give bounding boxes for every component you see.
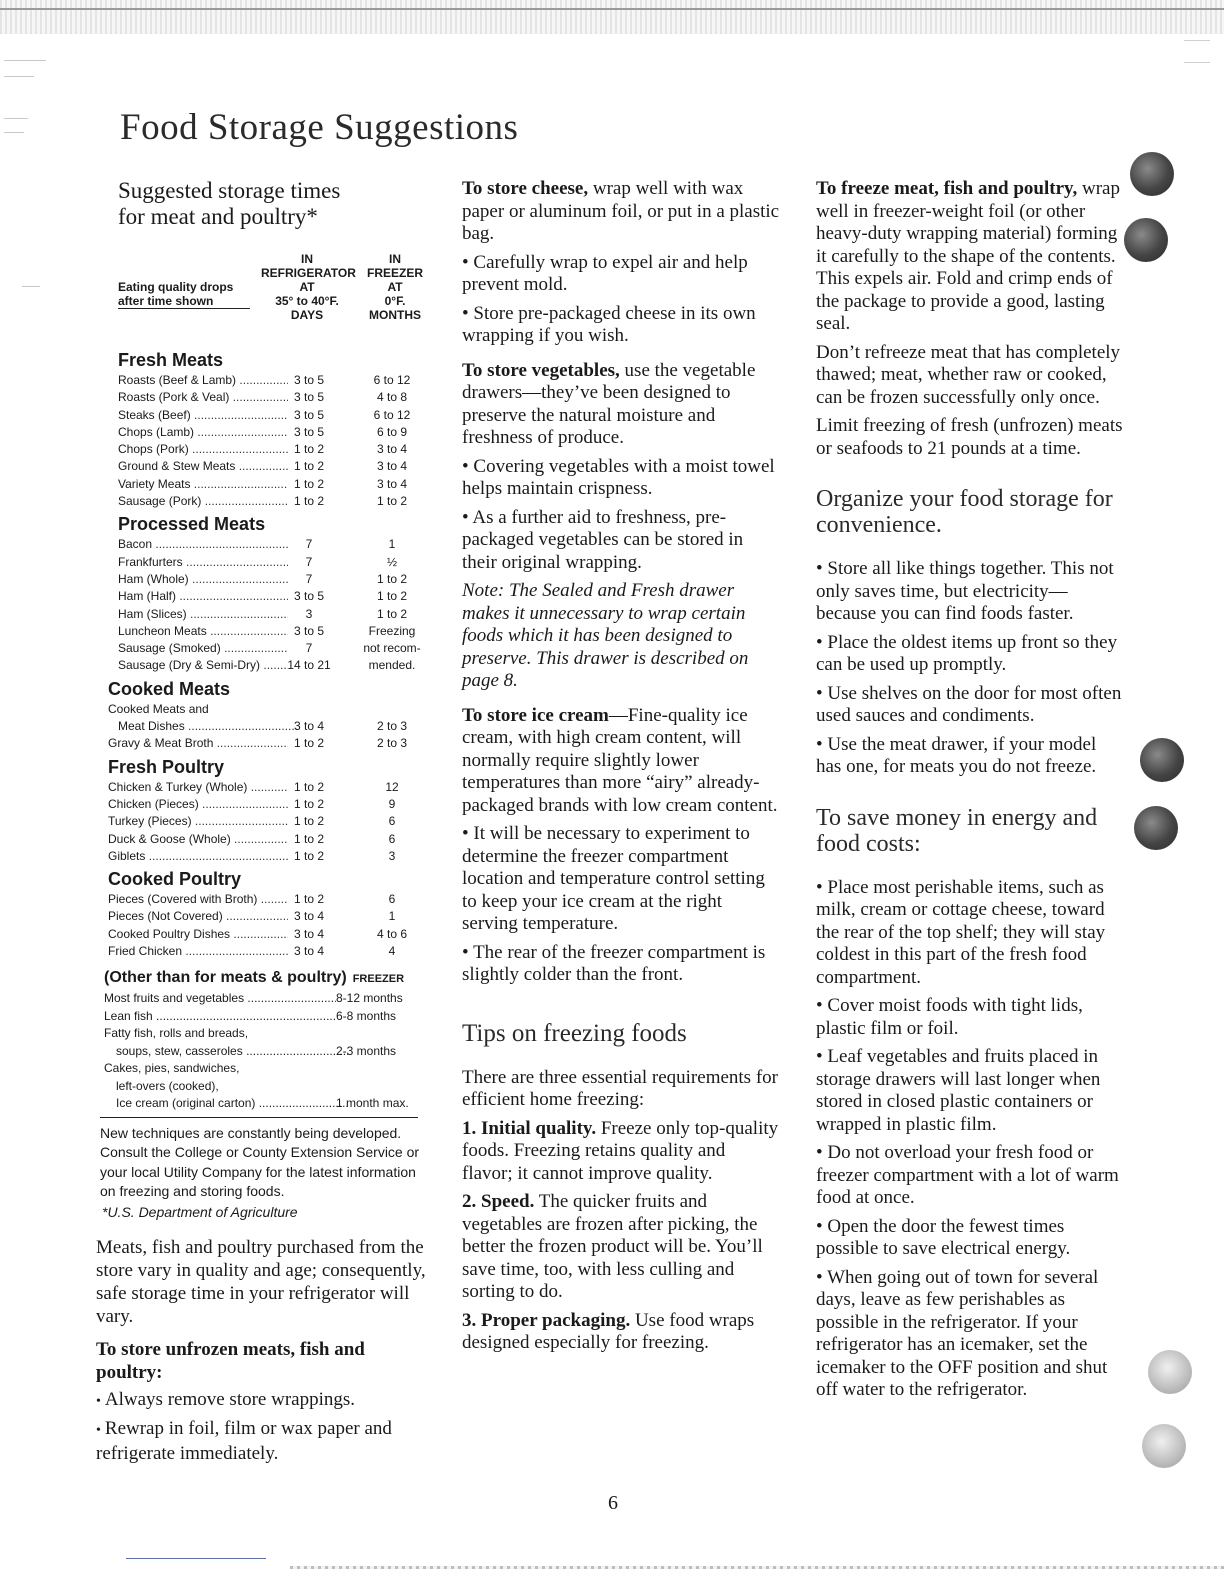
food-item: Sausage (Pork) ..... [118, 493, 288, 510]
tip-number: 2. [462, 1191, 477, 1212]
table-row [96, 640, 430, 657]
header-line: IN [389, 252, 401, 266]
tip-text: Use food wraps designed especially for freezing. [462, 1309, 755, 1353]
list-item [816, 995, 1126, 1040]
table-row [96, 1043, 430, 1061]
freezing-and-saving-column [816, 178, 1126, 1408]
food-item: Roasts (Beef & Lamb) ..... [118, 372, 288, 389]
food-item: Frankfurters ..... [118, 554, 288, 571]
refrigerator-days: 3 to 5 [293, 424, 325, 439]
bullet-icon: • [462, 941, 469, 963]
list-item-text: Covering vegetables with a moist towel helps maintain crispness. [462, 455, 775, 499]
table-row [96, 926, 430, 943]
freezer-months: not recom- [363, 641, 421, 656]
table-row [96, 623, 430, 640]
food-item: Lean fish ..... [104, 1008, 336, 1026]
list-item [462, 456, 780, 501]
category-heading: Processed Meats [118, 514, 266, 535]
food-item: Ham (Slices) ..... [118, 606, 288, 623]
food-item: Chops (Lamb) ..... [118, 424, 288, 441]
list-item [96, 1388, 430, 1413]
list-item [816, 1142, 1126, 1210]
chart-heading-line: Suggested storage times [118, 178, 341, 203]
bullet-icon: • [96, 1393, 101, 1409]
category-heading: Cooked Poultry [108, 869, 242, 890]
list-item [816, 734, 1126, 779]
category-rows [96, 891, 430, 960]
save-money-list [816, 877, 1126, 1402]
list-item-text: Use shelves on the door for most often used sauces and condiments. [816, 682, 1122, 726]
refrigerator-days: 1 to 2 [293, 494, 325, 509]
category-heading: Fresh Meats [118, 350, 224, 370]
tip-proper-packaging [462, 1310, 780, 1355]
food-item: Fatty fish, rolls and breads, [104, 1026, 249, 1041]
food-item: Cooked Meats and [108, 701, 209, 716]
food-item: Meat Dishes ..... [108, 718, 298, 735]
table-row [96, 476, 430, 493]
bullet-icon: • [462, 302, 469, 324]
tip-number: 3. [462, 1309, 477, 1331]
freezer-column-header [364, 252, 426, 322]
bullet-icon: • [816, 995, 823, 1016]
food-item: Steaks (Beef) ..... [118, 407, 288, 424]
refrigerator-days: 3 to 4 [293, 719, 325, 734]
food-item: Luncheon Meats ..... [118, 623, 288, 640]
freezer-time: 2-3 months [336, 1043, 397, 1058]
table-row [96, 701, 430, 718]
cheese-text: wrap well with wax paper or aluminum foil, or put in a plastic bag. [462, 178, 780, 244]
list-item-text: Use the meat drawer, if your model has one, for meats you do not freeze. [816, 733, 1097, 777]
bullet-icon: • [816, 682, 823, 704]
organize-heading: Organize your food storage for convenience. [816, 486, 1113, 538]
bullet-icon: • [816, 558, 823, 579]
punch-hole-icon [1148, 1350, 1192, 1394]
category-rows [96, 779, 430, 865]
quality-note-line: Eating quality drops [118, 280, 234, 294]
freeze-meat-text: wrap well in freezer-weight foil (or other heavy-duty wrapping material) forming it carefully to the shape of the contents. This expels air. Fold and crimp ends of the package to provide a good, lasting seal. [816, 178, 1120, 334]
list-item-text: It will be necessary to experiment to determine the freezer compartment location and temperature control setting to keep your ice cream at the right serving temperature. [462, 823, 765, 934]
header-line: AT [387, 280, 403, 294]
food-item: Bacon ..... [118, 536, 288, 553]
freezer-months: 2 to 3 [376, 719, 408, 734]
freezer-months: Freezing [368, 623, 416, 638]
bullet-icon: • [816, 631, 823, 653]
table-row [96, 493, 430, 510]
chart-column-headers [96, 252, 430, 346]
refrigerator-days: 7 [305, 641, 313, 656]
organize-list [816, 558, 1126, 779]
food-item: Variety Meats ..... [118, 476, 288, 493]
storage-chart-column [96, 178, 430, 1469]
freezer-months: 9 [388, 796, 396, 811]
table-row [96, 571, 430, 588]
food-item: Chops (Pork) ..... [118, 441, 288, 458]
category-rows [96, 372, 430, 510]
header-line: MONTHS [369, 308, 421, 322]
refrigerator-days: 3 to 5 [293, 390, 325, 405]
freezer-months: 1 [388, 537, 396, 552]
freezer-months: 6 [388, 814, 396, 829]
freezer-time: 8-12 months [336, 991, 403, 1006]
list-item [462, 942, 780, 987]
other-foods-freezer-label: FREEZER [352, 973, 405, 986]
ice-cream-text: —Fine-quality ice cream, with high cream content, will normally require slightly lower temperatures than more “airy” already-packaged brands with low cream content. [462, 704, 778, 816]
table-row [96, 441, 430, 458]
freezer-months: 6 to 9 [376, 424, 408, 439]
header-line: 35° to 40°F. [275, 294, 339, 308]
bullet-icon: • [816, 733, 823, 755]
food-item: soups, stew, casseroles ..... [116, 1043, 348, 1061]
category-rows [96, 701, 430, 753]
food-item: Ham (Whole) ..... [118, 571, 288, 588]
refrigerator-days: 1 to 2 [293, 831, 325, 846]
bullet-icon: • [816, 1142, 823, 1163]
bullet-icon: • [96, 1422, 101, 1438]
table-row [96, 848, 430, 865]
table-row [96, 389, 430, 406]
page-title: Food Storage Suggestions [120, 107, 519, 148]
punch-hole-icon [1142, 1424, 1186, 1468]
vegetables-text: use the vegetable drawers—they’ve been designed to preserve the natural moisture and freshness of produce. [462, 359, 756, 448]
freeze-meat-lead: To freeze meat, fish and poultry, [816, 178, 1078, 199]
food-item: Chicken & Turkey (Whole) ..... [108, 779, 288, 796]
freezer-months: 6 to 12 [373, 407, 411, 422]
tips-intro: There are three essential requirements for efficient home freezing: [462, 1066, 778, 1110]
list-item-text: Rewrap in foil, film or wax paper and refrigerate immediately. [96, 1417, 392, 1464]
table-row [96, 657, 430, 674]
scan-mark [4, 76, 34, 77]
list-item-text: Place the oldest items up front so they can be used up promptly. [816, 631, 1118, 675]
refrigerator-days: 1 to 2 [293, 892, 325, 907]
food-item: Turkey (Pieces) ..... [108, 813, 288, 830]
list-item-text: Store all like things together. This not only saves time, but electricity—because you can find foods faster. [816, 558, 1114, 624]
food-item: Sausage (Dry & Semi-Dry) ..... [118, 657, 288, 674]
refrigerator-days: 1 to 2 [293, 459, 325, 474]
list-item [816, 558, 1126, 626]
list-item-text: Carefully wrap to expel air and help prevent mold. [462, 251, 748, 295]
vegetables-lead: To store vegetables, [462, 359, 620, 381]
refrigerator-column-header [261, 252, 356, 322]
food-item: Ground & Stew Meats ..... [118, 458, 288, 475]
divider [100, 1117, 418, 1118]
punch-hole-icon [1130, 152, 1174, 196]
table-row [96, 796, 430, 813]
quality-note [118, 280, 250, 309]
category-heading: Fresh Poultry [108, 756, 225, 777]
freezer-time: 6-8 months [336, 1008, 397, 1023]
freeze-meat-paragraph [816, 178, 1126, 336]
list-item [816, 1216, 1126, 1261]
header-line: DAYS [290, 308, 324, 322]
freezer-months: ½ [386, 554, 397, 569]
freezer-months: 6 [388, 831, 396, 846]
table-row [96, 606, 430, 623]
bullet-icon: • [462, 506, 469, 528]
bullet-icon: • [816, 1215, 823, 1237]
refrigerator-days: 7 [305, 554, 313, 569]
list-item [816, 877, 1126, 990]
quality-note-line: after time shown [118, 294, 250, 309]
food-item: Ham (Half) ..... [118, 588, 288, 605]
freezer-months: 1 to 2 [376, 571, 408, 586]
list-item-text: The rear of the freezer compartment is slightly colder than the front. [462, 941, 766, 985]
freezer-time: 1 month max. [336, 1096, 409, 1111]
other-foods-list [96, 990, 430, 1113]
cheese-lead: To store cheese, [462, 178, 589, 199]
table-row [96, 779, 430, 796]
refrigerator-days: 1 to 2 [293, 779, 325, 794]
table-row [96, 831, 430, 848]
scan-bottom-band [290, 1566, 1224, 1569]
punch-hole-icon [1140, 738, 1184, 782]
category-heading: Cooked Meats [108, 678, 231, 699]
refrigerator-days: 3 to 5 [293, 623, 325, 638]
bullet-icon: • [462, 455, 469, 477]
scan-mark [4, 60, 46, 61]
food-item: Fried Chicken ..... [108, 943, 288, 960]
ice-cream-lead: To store ice cream [462, 704, 609, 726]
refrigerator-days: 3 [305, 606, 313, 621]
scan-mark [4, 132, 24, 133]
category-rows [96, 536, 430, 674]
list-item [816, 1046, 1126, 1136]
bullet-icon: • [462, 251, 469, 273]
refrigerator-days: 3 to 5 [293, 589, 325, 604]
refrigerator-days: 14 to 21 [287, 658, 331, 673]
table-row [96, 943, 430, 960]
scan-mark [1184, 40, 1210, 41]
freezer-months: 1 to 2 [376, 589, 408, 604]
table-row [96, 1060, 430, 1078]
table-row [96, 1008, 430, 1026]
table-row [96, 372, 430, 389]
list-item [816, 632, 1126, 677]
table-row [96, 735, 430, 752]
freezer-months: 6 to 12 [373, 373, 411, 387]
list-item-text: As a further aid to freshness, pre-packaged vegetables can be stored in their original wrapping. [462, 506, 744, 573]
table-row [96, 536, 430, 553]
refrigerator-days: 1 to 2 [293, 796, 325, 811]
list-item-text: Store pre-packaged cheese in its own wrapping if you wish. [462, 302, 756, 346]
food-item: Cooked Poultry Dishes ..... [108, 926, 288, 943]
freezer-months: 4 [388, 944, 396, 959]
other-foods-heading [104, 966, 430, 990]
table-row [96, 990, 430, 1008]
food-item: Giblets ..... [108, 848, 288, 865]
punch-hole-icon [1124, 218, 1168, 262]
list-item [462, 252, 780, 297]
bullet-icon: • [816, 1046, 823, 1067]
list-item [462, 823, 780, 936]
storage-categories [96, 346, 430, 960]
tip-text: The quicker fruits and vegetables are frozen after picking, the better the frozen product will be. You’ll save time, too, with less culling and sorting to do. [462, 1191, 763, 1302]
freezer-months: 12 [385, 779, 399, 794]
list-item-text: Place most perishable items, such as milk, cream or cottage cheese, toward the rear of the top shelf; they will stay coldest in this part of the fresh food compartment. [816, 876, 1106, 988]
bullet-icon: • [816, 1266, 823, 1288]
storage-intro-paragraph: Meats, fish and poultry purchased from the store vary in quality and age; consequently, safe storage time in your refrigerator will vary. [96, 1236, 426, 1327]
table-row [96, 1095, 430, 1113]
freezer-months: 1 to 2 [376, 494, 408, 509]
freezer-months: 3 to 4 [376, 476, 408, 491]
list-item [462, 303, 780, 348]
list-item [96, 1417, 430, 1465]
table-row [96, 424, 430, 441]
refrigerator-days: 1 to 2 [293, 442, 325, 457]
tip-initial-quality [462, 1118, 780, 1186]
list-item [816, 1267, 1126, 1402]
tip-label: Proper packaging. [481, 1309, 631, 1331]
extension-service-note: New techniques are constantly being developed. Consult the College or County Extension Service or your local Utility Company for the latest information on freezing and storing foods. [100, 1124, 420, 1200]
other-foods-title: (Other than for meats & poultry) [104, 969, 347, 987]
tips-heading: Tips on freezing foods [462, 1019, 687, 1047]
unfrozen-meats-heading: To store unfrozen meats, fish and poultry: [96, 1338, 365, 1383]
storage-tips-column [462, 178, 780, 1361]
list-item-text: Leaf vegetables and fruits placed in storage drawers will last longer when stored in closed plastic containers or wrapped in plastic film. [816, 1046, 1101, 1135]
refrigerator-days: 7 [305, 537, 313, 552]
scan-mark [1184, 62, 1210, 63]
table-row [96, 1078, 430, 1096]
table-row [96, 908, 430, 925]
table-row [96, 813, 430, 830]
freezer-months: 4 to 6 [376, 926, 408, 941]
refrigerator-days: 3 to 5 [293, 407, 325, 422]
header-line: 0°F. [384, 294, 406, 308]
refrigerator-days: 3 to 4 [293, 944, 325, 959]
list-item-text: Do not overload your fresh food or freezer compartment with a lot of warm food at once. [816, 1142, 1119, 1208]
refrigerator-days: 7 [305, 571, 313, 586]
cheese-paragraph [462, 178, 780, 246]
vegetables-paragraph [462, 360, 780, 450]
bullet-icon: • [462, 823, 469, 844]
tip-number: 1. [462, 1117, 477, 1139]
list-item-text: Always remove store wrappings. [104, 1388, 356, 1410]
food-item: Duck & Goose (Whole) ..... [108, 831, 288, 848]
bullet-icon: • [816, 876, 823, 898]
list-item [816, 683, 1126, 728]
table-row [96, 554, 430, 571]
food-item: Cakes, pies, sandwiches, [104, 1061, 240, 1076]
header-line: IN [301, 252, 313, 266]
food-item: Ice cream (original carton) ..... [116, 1095, 348, 1113]
freezer-months: 3 to 4 [376, 442, 408, 457]
header-line: REFRIGERATOR [261, 266, 356, 280]
chart-heading [118, 178, 418, 230]
punch-hole-icon [1134, 806, 1178, 850]
food-item: Chicken (Pieces) ..... [108, 796, 288, 813]
table-row [96, 588, 430, 605]
table-row [96, 718, 430, 735]
food-item: Sausage (Smoked) ..... [118, 640, 288, 657]
food-item: Most fruits and vegetables ..... [104, 990, 336, 1008]
table-row [96, 1025, 430, 1043]
table-row [96, 891, 430, 908]
refrigerator-days: 1 to 2 [293, 848, 325, 863]
page-number: 6 [608, 1492, 618, 1514]
food-item: left-overs (cooked), [116, 1078, 219, 1093]
tip-label: Speed. [481, 1191, 535, 1212]
freezer-months: 3 to 4 [376, 459, 408, 474]
refrigerator-days: 3 to 5 [293, 373, 325, 387]
freezer-months: 2 to 3 [376, 736, 408, 751]
list-item-text: Cover moist foods with tight lids, plastic film or foil. [816, 995, 1083, 1039]
freezer-months: 1 [388, 909, 396, 924]
food-item: Pieces (Covered with Broth) ..... [108, 891, 288, 908]
scan-mark [22, 286, 40, 287]
tip-text: Freeze only top-quality foods. Freezing retains quality and flavor; it cannot improve quality. [462, 1117, 779, 1184]
freezer-months: 4 to 8 [376, 390, 408, 405]
save-money-heading: To save money in energy and food costs: [816, 804, 1098, 857]
refrigerator-days: 1 to 2 [293, 814, 325, 829]
freezer-months: mended. [368, 658, 416, 673]
food-item: Roasts (Pork & Veal) ..... [118, 389, 288, 406]
limit-paragraph: Limit freezing of fresh (unfrozen) meats or seafoods to 21 pounds at a time. [816, 415, 1123, 459]
table-row [96, 458, 430, 475]
scan-mark [4, 118, 28, 119]
food-item: Pieces (Not Covered) ..... [108, 908, 288, 925]
refrigerator-days: 1 to 2 [293, 736, 325, 751]
chart-heading-line: for meat and poultry* [118, 204, 318, 229]
tip-speed [462, 1191, 780, 1304]
header-line: AT [299, 280, 315, 294]
scan-blue-line [126, 1558, 266, 1559]
list-item [462, 507, 780, 575]
header-line: FREEZER [366, 266, 423, 280]
refrigerator-days: 3 to 4 [293, 926, 325, 941]
tip-label: Initial quality. [481, 1117, 597, 1139]
freezer-months: 6 [388, 892, 396, 907]
refreeze-paragraph: Don’t refreeze meat that has completely thawed; meat, whether raw or cooked, can be frozen successfully only once. [816, 341, 1121, 408]
refrigerator-days: 3 to 4 [293, 909, 325, 924]
food-item: Gravy & Meat Broth ..... [108, 735, 288, 752]
list-item-text: When going out of town for several days, leave as few perishables as possible in the refrigerator. If your refrigerator has an icemaker, set the icemaker to the OFF position and shut off water to the refrigerator. [816, 1266, 1108, 1400]
table-row [96, 407, 430, 424]
sealed-drawer-note: Note: The Sealed and Fresh drawer makes it unnecessary to wrap certain foods which it has been designed to preserve. This drawer is described on page 8. [462, 580, 749, 691]
usda-footnote: *U.S. Department of Agriculture [102, 1203, 298, 1220]
freezer-months: 3 [388, 848, 396, 863]
list-item-text: Open the door the fewest times possible to save electrical energy. [816, 1215, 1071, 1259]
scan-top-band [0, 0, 1224, 34]
refrigerator-days: 1 to 2 [293, 476, 325, 491]
ice-cream-paragraph [462, 705, 780, 818]
freezer-months: 1 to 2 [376, 606, 408, 621]
